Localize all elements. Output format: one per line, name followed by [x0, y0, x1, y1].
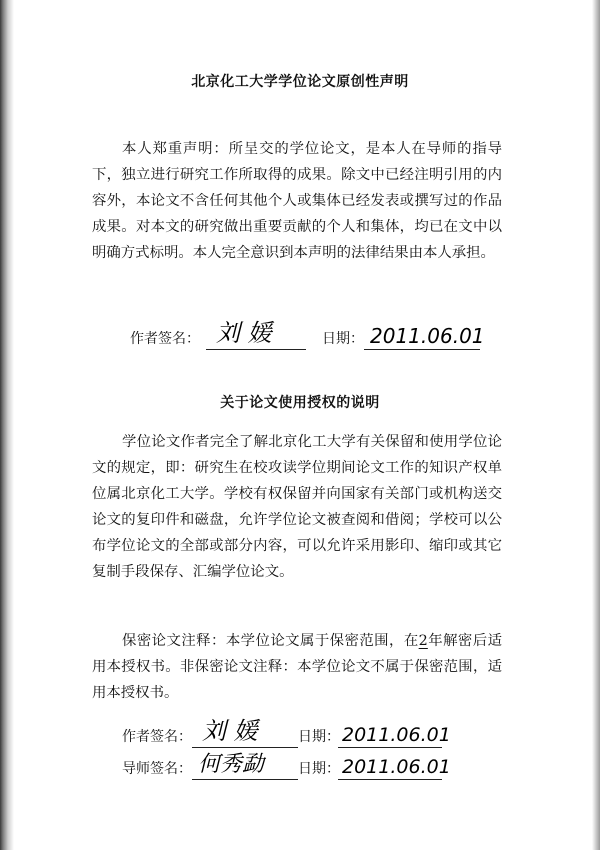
scan-shadow-left: [0, 0, 14, 850]
author-signature-handwriting-2: 刘 媛: [202, 717, 258, 745]
originality-title: 北京化工大学学位论文原创性声明: [191, 74, 409, 90]
scan-shadow-right: [592, 0, 600, 850]
secrecy-note: [92, 628, 502, 706]
author-signature-label-2: 作者签名：: [122, 729, 192, 745]
date-handwriting: 2011.06.01: [370, 324, 485, 348]
date-label: 日期：: [322, 331, 364, 347]
originality-statement: 本人郑重声明：所呈交的学位论文，是本人在导师的指导下，独立进行研究工作所取得的成果。除文中已经注明引用的内容外，本论文不含任何其他个人或集体已经发表或撰写过的作品成果。对本文的研究做出重要贡献的个人和集体，均已在文中以明确方式标明。本人完全意识到本声明的法律结果由本人承担。: [92, 141, 502, 261]
secrecy-note-after: 年解密后适用本授权书。非保密论文注释：本学位论文不属于保密范围，适用本授权书。: [92, 633, 502, 701]
advisor-signature-label: 导师签名：: [122, 761, 192, 777]
secrecy-years: 2: [418, 633, 428, 649]
advisor-signature-row: [122, 752, 502, 782]
authorization-statement: 学位论文作者完全了解北京化工大学有关保留和使用学位论文的规定，即：研究生在校攻读学位期间论文工作的知识产权单位属北京化工大学。学校有权保留并向国家有关部门或机构送交论文的复印件和磁盘，允许学位论文被查阅和借阅；学校可以公布学位论文的全部或部分内容，可以允许采用影印、缩印或其它复制手段保存、汇编学位论文。: [92, 434, 502, 580]
author-signature-row-2: [122, 717, 502, 750]
author-date-handwriting: 2011.06.01: [342, 724, 451, 746]
secrecy-note-before: 保密论文注释：本学位论文属于保密范围，在: [122, 633, 419, 649]
advisor-date-handwriting: 2011.06.01: [342, 756, 451, 778]
authorization-title: 关于论文使用授权的说明: [220, 395, 380, 411]
author-signature-label: 作者签名：: [130, 331, 200, 347]
advisor-signature-handwriting: 何秀勐: [198, 752, 265, 777]
author-signature-handwriting: 刘 媛: [216, 319, 272, 347]
originality-signature-row: [130, 319, 510, 352]
advisor-date-label: 日期：: [298, 761, 340, 777]
author-date-label: 日期：: [298, 729, 340, 745]
